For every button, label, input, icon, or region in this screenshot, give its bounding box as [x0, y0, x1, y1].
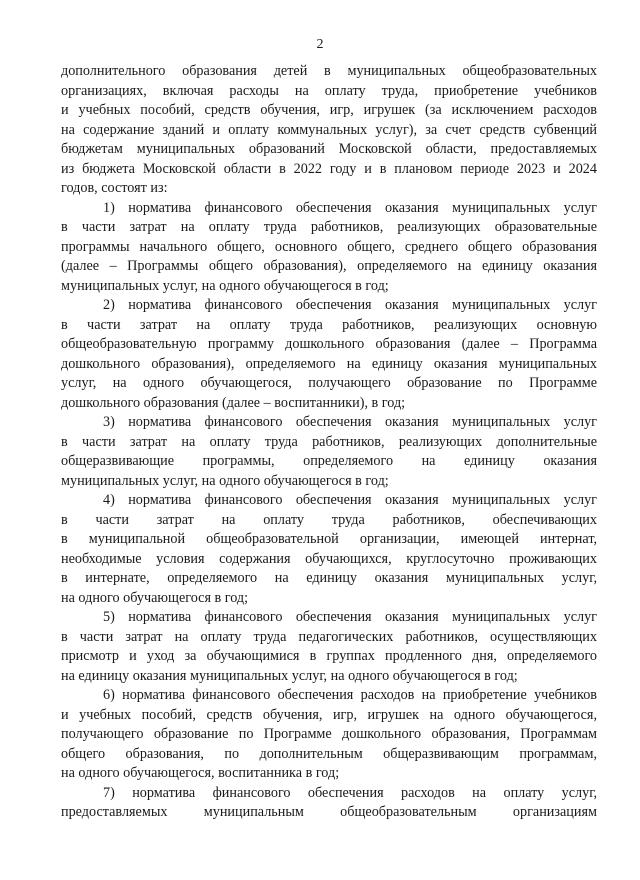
text-line: в части затрат на оплату труда работников, обеспечивающих	[61, 511, 597, 528]
text-line: общеразвивающие программы, определяемого на единицу оказания	[61, 453, 597, 469]
text-line: 2) норматива финансового обеспечения оказания муниципальных услуг	[103, 297, 597, 313]
text-line: 6) норматива финансового обеспечения расходов на приобретение учебников	[103, 687, 597, 703]
text-line: дошкольного образования), определяемого на единицу оказания муниципальных	[61, 355, 597, 372]
text-line: организациях, включая расходы на оплату труда, приобретение учебников	[61, 82, 597, 99]
text-line: общеобразовательную программу дошкольного образования (далее – Программа	[61, 336, 597, 352]
text-line: на одного обучающегося, воспитанника в год;	[61, 765, 340, 781]
text-line: общего образования, по дополнительным общеразвивающим программам,	[61, 745, 597, 762]
text-line: предоставляемых муниципальным общеобразовательным организациям	[61, 804, 597, 820]
text-line: необходимые условия содержания обучающихся, круглосуточно проживающих	[61, 550, 597, 567]
text-line: на содержание зданий и оплату коммунальных услуг), за счет средств субвенций	[61, 121, 597, 138]
text-line: годов, состоят из:	[61, 180, 168, 196]
page-number: 2	[316, 37, 324, 52]
text-line: муниципальных услуг, на одного обучающегося в год;	[61, 277, 389, 294]
text-line: в части затрат на оплату труда работников, реализующих основную	[61, 316, 597, 333]
text-line: 5) норматива финансового обеспечения оказания муниципальных услуг	[103, 609, 597, 625]
text-line: в части затрат на оплату труда работников, реализующих дополнительные	[61, 433, 597, 450]
text-line: муниципальных услуг, на одного обучающегося в год;	[61, 472, 389, 489]
text-line: 3) норматива финансового обеспечения оказания муниципальных услуг	[103, 414, 597, 430]
text-line: на одного обучающегося в год;	[61, 589, 249, 606]
text-line: в части затрат на оплату труда работников, реализующих образовательные	[61, 219, 597, 235]
text-line: в интернате, определяемого на единицу оказания муниципальных услуг,	[61, 570, 597, 586]
text-line: из бюджета Московской области в 2022 году и в плановом периоде 2023 и 2024	[61, 160, 597, 177]
text-line: получающего образование по Программе дошкольного образования, Программам	[61, 726, 597, 742]
text-line: 1) норматива финансового обеспечения оказания муниципальных услуг	[103, 199, 597, 216]
text-line: бюджетам муниципальных образований Московской области, предоставляемых	[61, 141, 597, 157]
text-line: услуг, на одного обучающегося, получающего образование по Программе	[61, 375, 597, 391]
text-line: дошкольного образования (далее – воспитанники), в год;	[61, 394, 406, 411]
text-line: на единицу оказания муниципальных услуг, на одного обучающегося в год;	[61, 667, 518, 684]
text-line: и учебных пособий, средств обучения, игр, игрушек (за исключением расходов	[61, 102, 597, 118]
text-line: в муниципальной общеобразовательной организации, имеющей интернат,	[61, 531, 597, 547]
text-line: и учебных пособий, средств обучения, игр, игрушек на одного обучающегося,	[61, 706, 597, 723]
text-line: в части затрат на оплату труда педагогических работников, осуществляющих	[61, 628, 597, 645]
text-line: программы начального общего, основного общего, среднего общего образования	[61, 238, 597, 255]
text-line: 7) норматива финансового обеспечения расходов на оплату услуг,	[103, 784, 597, 801]
document-body	[61, 62, 597, 823]
text-line: (далее – Программы общего образования), определяемого на единицу оказания	[61, 258, 597, 274]
text-line: 4) норматива финансового обеспечения оказания муниципальных услуг	[103, 492, 597, 508]
text-line: присмотр и уход за обучающимися в группах продленного дня, определяемого	[61, 648, 597, 664]
text-line: дополнительного образования детей в муниципальных общеобразовательных	[61, 63, 597, 79]
